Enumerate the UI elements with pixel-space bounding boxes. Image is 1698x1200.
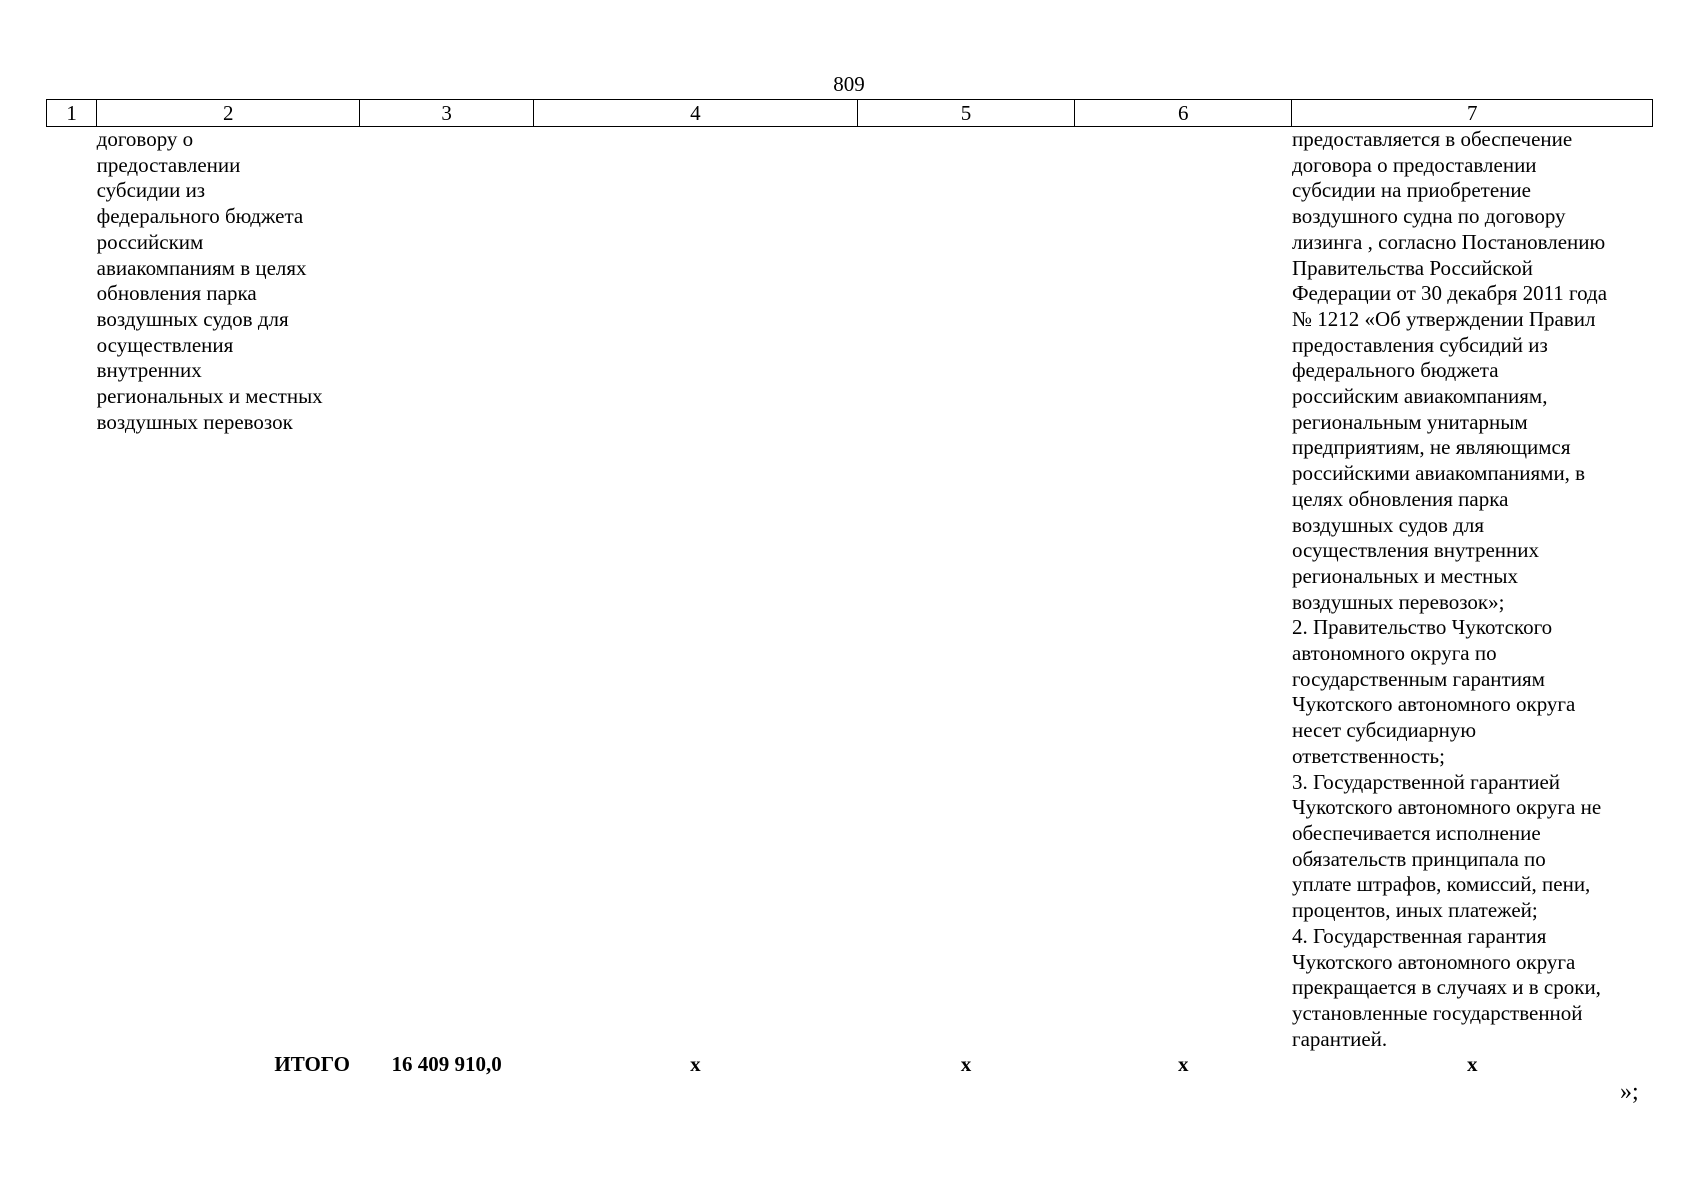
total-cell-col7: х [1466, 1052, 1478, 1077]
column-header-1: 1 [47, 100, 97, 127]
cell-col7-conditions: предоставляется в обеспечение договора о предоставлении субсидии на приобретение воздушного судна по договору лизинга , согласно Постановлению Правительства Российской Федерации от 30 декабря 2011 года № 1212 «Об утверждении Правил предоставления субсидий из федерального бюджета российским авиакомпаниям, региональным унитарным предприятиям, не являющимся российскими авиакомпаниями, в целях обновления парка воздушных судов для осуществления внутренних региональных и местных воздушных перевозок»; 2. Правительство Чукотского автономного округа по государственным гарантиям Чукотского автономного округа несет субсидиарную ответственность; 3. Государственной гарантией Чукотского автономного округа не обеспечивается исполнение обязательств принципала по уплате штрафов, комиссий, пени, процентов, иных платежей; 4. Государственная гарантия Чукотского автономного округа прекращается в случаях и в сроки, установленные государственной гарантией. [1291, 127, 1608, 1051]
total-cell-col4: х [690, 1052, 701, 1077]
total-amount: 16 409 910,0 [391, 1052, 502, 1077]
page-number: 809 [833, 72, 865, 96]
total-cell-col1 [47, 1052, 97, 1077]
column-header-7: 7 [1292, 100, 1653, 127]
total-row [47, 1052, 1653, 1077]
column-header-6: 6 [1075, 100, 1292, 127]
cell-col5 [857, 127, 1074, 1053]
total-label: ИТОГО [274, 1052, 350, 1077]
total-cell-col6: х [1178, 1052, 1189, 1077]
table-row [47, 127, 1653, 1053]
column-header-5: 5 [857, 100, 1074, 127]
column-header-3: 3 [360, 100, 533, 127]
column-header-2: 2 [97, 100, 360, 127]
document-table [46, 99, 1653, 1077]
column-header-4: 4 [533, 100, 857, 127]
total-cell-col5: х [960, 1052, 972, 1077]
table-header-row [47, 100, 1653, 127]
closing-quote-mark: »; [1620, 1079, 1639, 1105]
cell-col6 [1075, 127, 1292, 1053]
cell-col2-description: договору о предоставлении субсидии из федерального бюджета российским авиакомпаниям в целях обновления парка воздушных судов для осуществления внутренних региональных и местных воздушных перевозок [96, 127, 323, 434]
cell-col3 [360, 127, 533, 1053]
cell-col4 [533, 127, 857, 1053]
cell-col1 [47, 127, 97, 1053]
